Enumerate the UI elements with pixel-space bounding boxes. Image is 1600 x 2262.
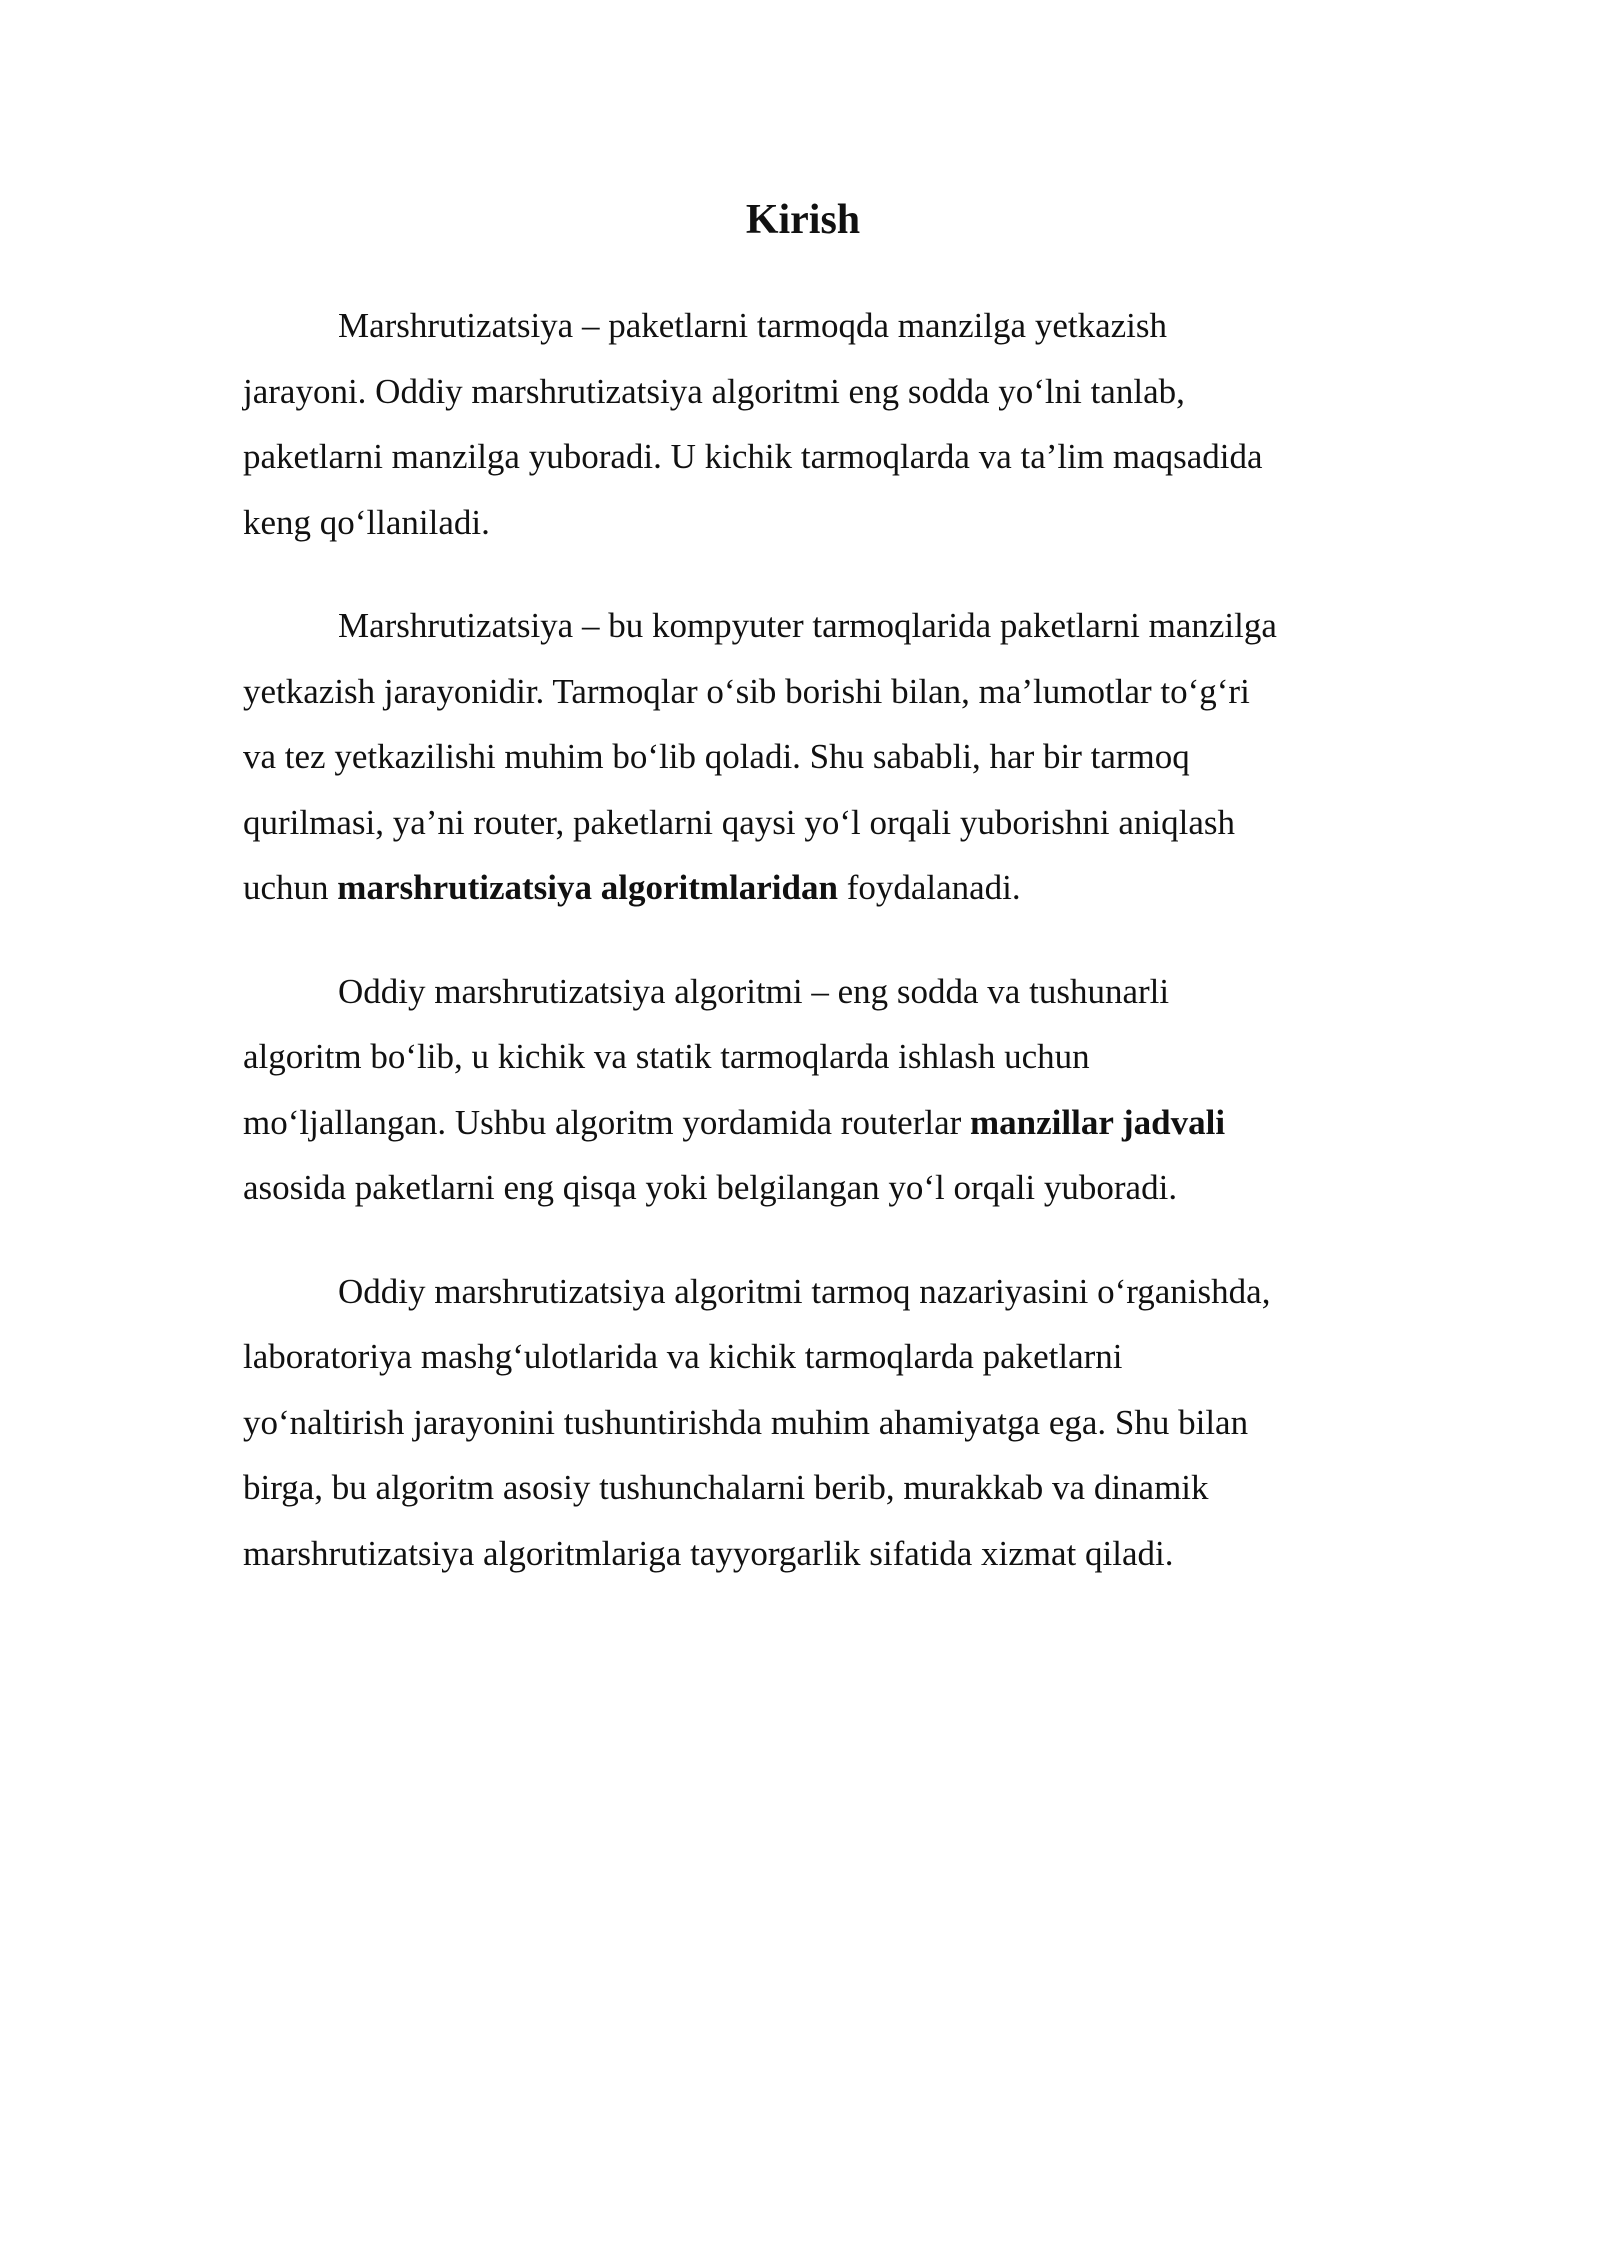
paragraph-line xyxy=(243,593,1363,659)
paragraph-line xyxy=(243,359,1363,425)
paragraph-1 xyxy=(243,293,1363,555)
text-run: mo‘ljallangan. Ushbu algoritm yordamida routerlar xyxy=(243,1102,971,1142)
text-run: yetkazish jarayonidir. Tarmoqlar o‘sib borishi bilan, ma’lumotlar to‘g‘ri xyxy=(243,671,1250,711)
paragraph-4 xyxy=(243,1259,1363,1587)
bold-term-routing-algorithms: marshrutizatsiya algoritmlaridan xyxy=(337,868,838,907)
text-run: laboratoriya mashg‘ulotlarida va kichik tarmoqlarda paketlarni xyxy=(243,1337,1123,1376)
paragraph-line xyxy=(243,959,1363,1025)
text-run: Oddiy marshrutizatsiya algoritmi tarmoq nazariyasini o‘rganishda, xyxy=(338,1271,1271,1311)
text-run: asosida paketlarni eng qisqa yoki belgilangan yo‘l orqali yuboradi. xyxy=(243,1168,1178,1207)
paragraph-line xyxy=(243,1390,1363,1456)
paragraph-line xyxy=(243,659,1363,725)
text-run: Marshrutizatsiya – paketlarni tarmoqda manzilga yetkazish xyxy=(338,306,1168,345)
text-run: va tez yetkazilishi muhim bo‘lib qoladi. Shu sababli, har bir tarmoq xyxy=(243,737,1190,776)
text-run: uchun xyxy=(243,868,338,907)
text-run: yo‘naltirish jarayonini tushuntirishda muhim ahamiyatga ega. Shu bilan xyxy=(243,1402,1249,1442)
text-run: keng qo‘llaniladi. xyxy=(243,502,490,542)
document-body xyxy=(243,190,1363,1586)
paragraph-line xyxy=(243,724,1363,790)
text-run: jarayoni. Oddiy marshrutizatsiya algoritmi eng sodda yo‘lni tanlab, xyxy=(243,371,1185,411)
paragraph-line xyxy=(243,424,1363,490)
paragraph-line xyxy=(243,855,1363,921)
paragraph-line xyxy=(243,1024,1363,1090)
text-run: qurilmasi, ya’ni router, paketlarni qaysi yo‘l orqali yuborishni aniqlash xyxy=(243,802,1235,842)
paragraph-line xyxy=(243,1155,1363,1221)
page-title: Kirish xyxy=(745,197,861,243)
text-run: Marshrutizatsiya – bu kompyuter tarmoqlarida paketlarni manzilga xyxy=(338,606,1277,645)
text-run: algoritm bo‘lib, u kichik va statik tarmoqlarda ishlash uchun xyxy=(243,1037,1090,1076)
paragraph-line xyxy=(243,490,1363,556)
paragraph-line xyxy=(243,1521,1363,1587)
paragraph-3 xyxy=(243,959,1363,1221)
text-run: paketlarni manzilga yuboradi. U kichik tarmoqlarda va ta’lim maqsadida xyxy=(243,437,1263,476)
text-run: Oddiy marshrutizatsiya algoritmi – eng sodda va tushunarli xyxy=(338,971,1170,1011)
text-run: marshrutizatsiya algoritmlariga tayyorgarlik sifatida xizmat qiladi. xyxy=(243,1533,1174,1573)
paragraph-line xyxy=(243,1324,1363,1390)
paragraph-line xyxy=(243,1455,1363,1521)
text-run: birga, bu algoritm asosiy tushunchalarni berib, murakkab va dinamik xyxy=(243,1468,1209,1507)
paragraph-2 xyxy=(243,593,1363,921)
paragraph-line xyxy=(243,1090,1363,1156)
paragraph-line xyxy=(243,1259,1363,1325)
paragraph-line xyxy=(243,293,1363,359)
text-run: foydalanadi. xyxy=(837,868,1021,907)
bold-term-address-table: manzillar jadvali xyxy=(970,1102,1226,1142)
paragraph-line xyxy=(243,790,1363,856)
